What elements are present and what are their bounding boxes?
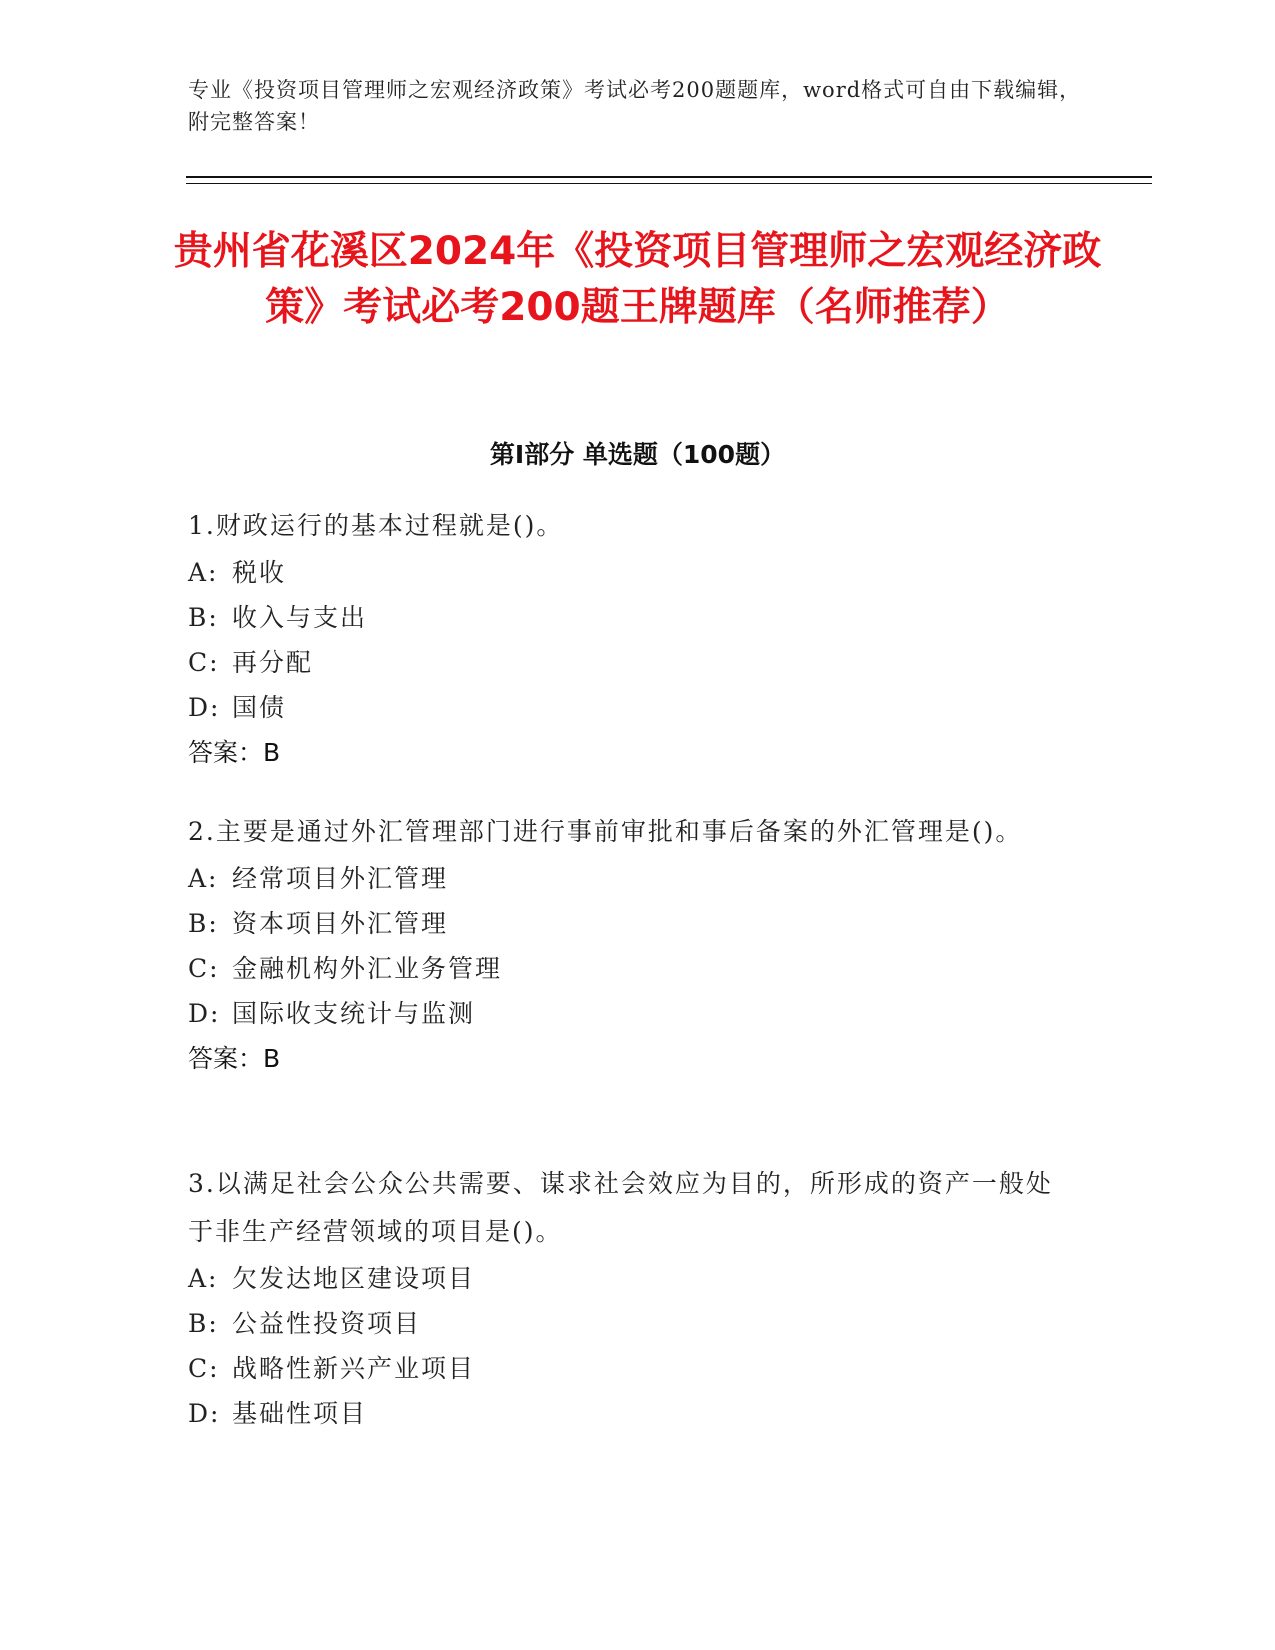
option-letter: A: — [188, 1264, 219, 1293]
option-b — [188, 901, 1068, 946]
option-c — [188, 946, 1068, 991]
question-stem: 1.财政运行的基本过程就是()。 — [188, 511, 564, 540]
option-text: 资本项目外汇管理 — [232, 909, 449, 938]
document-title: 贵州省花溪区2024年《投资项目管理师之宏观经济政策》考试必考200题王牌题库（名师推荐） — [173, 229, 1102, 330]
option-d — [188, 685, 1068, 730]
option-text: 战略性新兴产业项目 — [232, 1354, 476, 1383]
option-letter: B: — [188, 1309, 219, 1338]
option-b — [188, 595, 1068, 640]
answer: 答案：B — [188, 1044, 281, 1073]
option-letter: D: — [188, 693, 221, 722]
option-letter: D: — [188, 999, 221, 1028]
option-letter: C: — [188, 648, 220, 677]
option-d — [188, 991, 1068, 1036]
question-stem: 3.以满足社会公众公共需要、谋求社会效应为目的，所形成的资产一般处于非生产经营领域的项目是()。 — [188, 1169, 1053, 1246]
question-2 — [188, 808, 1068, 1081]
question-1 — [188, 502, 1068, 775]
answer: 答案：B — [188, 738, 281, 767]
question-3 — [188, 1160, 1068, 1436]
option-c — [188, 640, 1068, 685]
option-c — [188, 1346, 1068, 1391]
option-text: 欠发达地区建设项目 — [232, 1264, 476, 1293]
option-text: 收入与支出 — [232, 603, 368, 632]
header-note: 专业《投资项目管理师之宏观经济政策》考试必考200题题库，word格式可自由下载编辑，附完整答案！ — [188, 78, 1082, 134]
option-a — [188, 1256, 1068, 1301]
option-letter: B: — [188, 603, 219, 632]
option-text: 金融机构外汇业务管理 — [232, 954, 503, 983]
option-a — [188, 550, 1068, 595]
question-stem: 2.主要是通过外汇管理部门进行事前审批和事后备案的外汇管理是()。 — [188, 817, 1023, 846]
option-letter: B: — [188, 909, 219, 938]
option-text: 再分配 — [232, 648, 314, 677]
option-text: 公益性投资项目 — [232, 1309, 422, 1338]
option-letter: C: — [188, 1354, 220, 1383]
option-d — [188, 1391, 1068, 1436]
option-text: 基础性项目 — [232, 1399, 368, 1428]
option-letter: A: — [188, 558, 219, 587]
option-text: 国际收支统计与监测 — [232, 999, 476, 1028]
option-letter: D: — [188, 1399, 221, 1428]
option-letter: A: — [188, 864, 219, 893]
section-heading: 第I部分 单选题（100题） — [489, 440, 786, 469]
option-text: 税收 — [232, 558, 287, 587]
header-divider-thick — [186, 176, 1152, 178]
option-a — [188, 856, 1068, 901]
option-text: 国债 — [232, 693, 287, 722]
option-text: 经常项目外汇管理 — [232, 864, 449, 893]
header-divider-thin — [186, 183, 1152, 184]
option-letter: C: — [188, 954, 220, 983]
option-b — [188, 1301, 1068, 1346]
